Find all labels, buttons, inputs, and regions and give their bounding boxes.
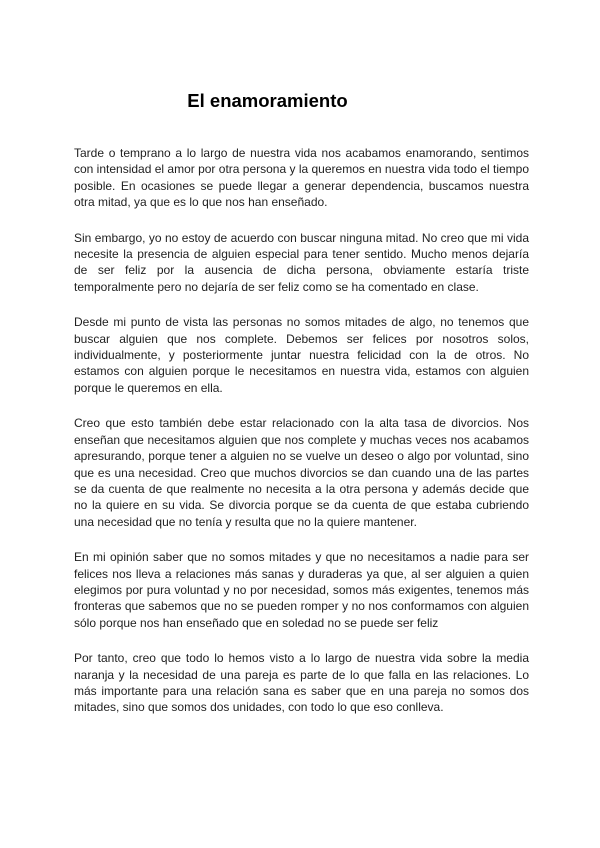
paragraph-3: Desde mi punto de vista las personas no somos mitades de algo, no tenemos que buscar alguien que nos complete. Debemos ser felices por nosotros solos, individualmente, y posteriormente juntar nuestra felicidad con la de otros. No estamos con alguien porque le necesitamos en nuestra vida, estamos con alguien porque le queremos en ella.: [74, 315, 529, 395]
paragraph-2: Sin embargo, yo no estoy de acuerdo con buscar ninguna mitad. No creo que mi vida necesite la presencia de alguien especial para tener sentido. Mucho menos dejaría de ser feliz por la ausencia de dicha persona, obviamente estaría triste temporalmente pero no dejaría de ser feliz como se ha comentado en clase.: [74, 230, 529, 294]
paragraph-5: En mi opinión saber que no somos mitades y que no necesitamos a nadie para ser felices nos lleva a relaciones más sanas y duraderas ya que, al ser alguien a quien elegimos por pura voluntad y no por necesidad, somos más exigentes, tenemos más fronteras que sabemos que no se pueden romper y no nos conformamos con alguien sólo porque nos han enseñado que en soledad no se puede ser feliz: [74, 550, 529, 630]
document-body: [74, 145, 529, 735]
paragraph-4: Creo que esto también debe estar relacionado con la alta tasa de divorcios. Nos enseñan que necesitamos alguien que nos complete y muchas veces nos acabamos apresurando, porque tener a alguien no se vuelve un deseo o algo por voluntad, sino que es una necesidad. Creo que muchos divorcios se dan cuando una de las partes se da cuenta de que realmente no necesita a la otra persona y además decide que no la quiere en su vida. Se divorcia porque se da cuenta de que estaba cubriendo una necesidad que no tenía y resulta que no la quiere mantener.: [74, 416, 529, 529]
document-title: El enamoramiento: [187, 90, 348, 111]
paragraph-1: Tarde o temprano a lo largo de nuestra vida nos acabamos enamorando, sentimos con intensidad el amor por otra persona y la queremos en nuestra vida todo el tiempo posible. En ocasiones se puede llegar a generar dependencia, buscamos nuestra otra mitad, ya que es lo que nos han enseñado.: [74, 146, 529, 210]
paragraph-6: Por tanto, creo que todo lo hemos visto a lo largo de nuestra vida sobre la media naranja y la necesidad de una pareja es parte de lo que falla en las relaciones. Lo más importante para una relación sana es saber que en una pareja no somos dos mitades, sino que somos dos unidades, con todo lo que eso conlleva.: [74, 651, 529, 715]
